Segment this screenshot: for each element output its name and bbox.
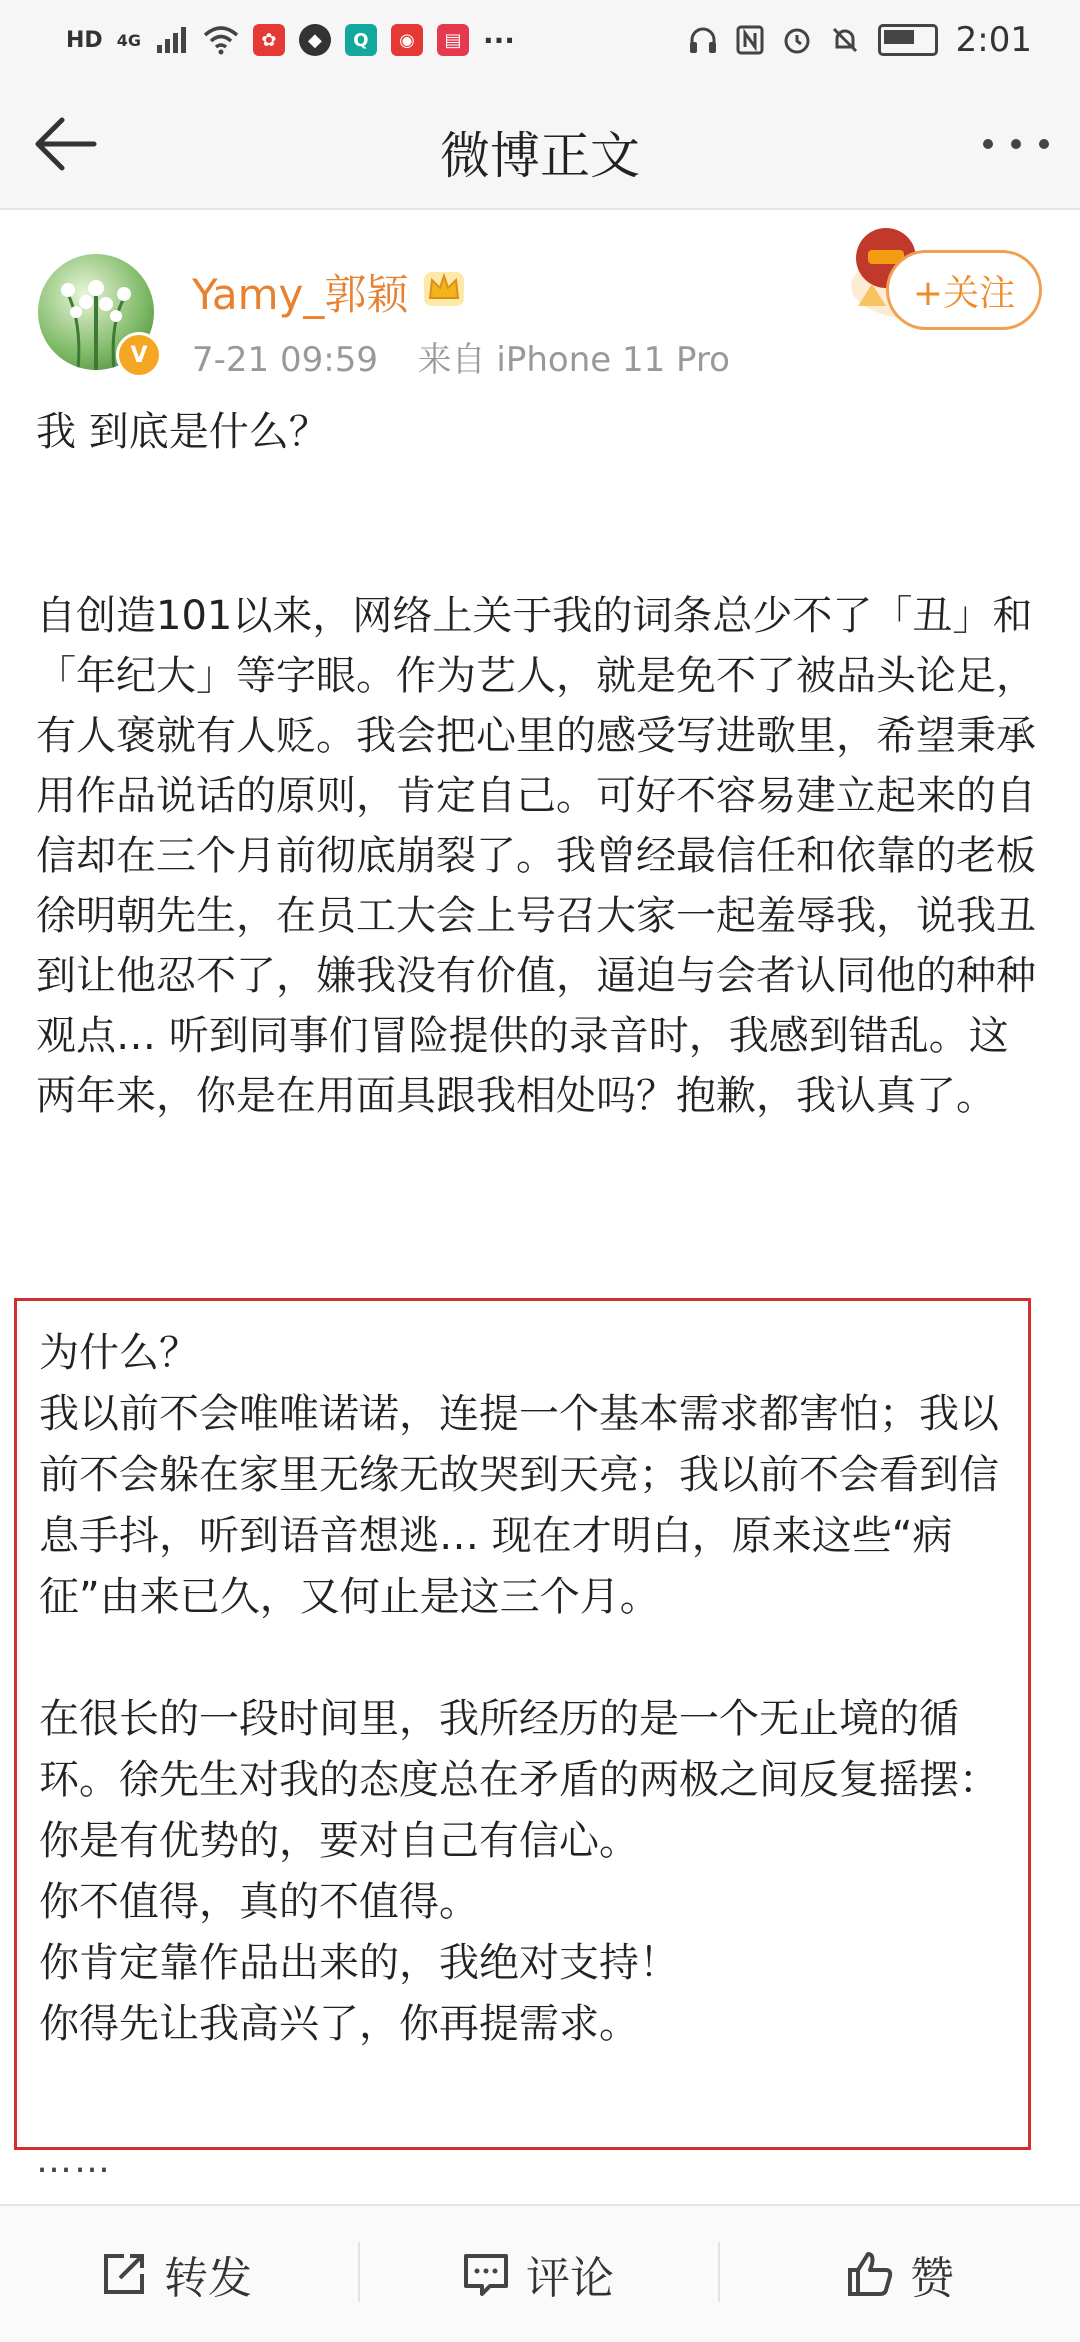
headphones-icon bbox=[688, 25, 718, 55]
quote-line: 你是有优势的，要对自己有信心。 bbox=[39, 1818, 639, 1864]
quote-line: 我以前不会唯唯诺诺，连提一个基本需求都害怕；我以前不会躲在家里无缘无故哭到天亮；我以前不会看到信息手抖，听到语音想逃… 现在才明白，原来这些“病征”由来已久，又何止是这三个月。 bbox=[39, 1391, 999, 1620]
comment-label: 评论 bbox=[526, 2253, 614, 2304]
repost-label: 转发 bbox=[164, 2253, 252, 2304]
comment-button[interactable] bbox=[460, 2240, 614, 2308]
page-title: 微博正文 bbox=[440, 127, 640, 185]
status-left bbox=[66, 18, 515, 62]
post-meta bbox=[192, 332, 730, 381]
battery-icon bbox=[878, 24, 938, 56]
app-icon-teal: Q bbox=[345, 24, 377, 56]
truncation-ellipsis: …… bbox=[36, 2140, 112, 2181]
comment-icon bbox=[460, 2248, 512, 2300]
wifi-icon bbox=[203, 25, 239, 55]
status-time: 2:01 bbox=[955, 20, 1032, 60]
quote-line: 在很长的一段时间里，我所经历的是一个无止境的循环。徐先生对我的态度总在矛盾的两极之间反复摇摆： bbox=[39, 1696, 999, 1803]
verified-badge-icon: V bbox=[116, 332, 162, 378]
mute-bell-icon bbox=[830, 25, 860, 55]
huawei-app-icon: ✿ bbox=[253, 24, 285, 56]
signal-icon bbox=[155, 25, 189, 55]
like-button[interactable] bbox=[844, 2240, 954, 2308]
post-text-paragraph: 自创造101以来，网络上关于我的词条总少不了「丑」和「年纪大」等字眼。作为艺人，就是免不了被品头论足，有人褒就有人贬。我会把心里的感受写进歌里，希望秉承用作品说话的原则，肯定自己。可好不容易建立起来的自信却在三个月前彻底崩裂了。我曾经最信任和依靠的老板徐明朝先生，在员工大会上号召大家一起羞辱我，说我丑到让他忍不了，嫌我没有价值，逼迫与会者认同他的种种观点… 听到同事们冒险提供的录音时，我感到错乱。这两年来，你是在用面具跟我相处吗？抱歉，我认真了。 bbox=[36, 593, 1036, 1119]
post-text-heading: 我 到底是什么？ bbox=[36, 409, 329, 455]
highlighted-quote-box bbox=[14, 1298, 1031, 2150]
status-right bbox=[688, 18, 1032, 62]
quote-line: 你不值得，真的不值得。 bbox=[39, 1879, 479, 1925]
app-icon-dark: ◆ bbox=[299, 24, 331, 56]
hd-indicator: HD bbox=[66, 27, 103, 53]
app-icon-red: ◉ bbox=[391, 24, 423, 56]
quote-line: 你肯定靠作品出来的，我绝对支持！ bbox=[39, 1940, 679, 1986]
bottom-action-bar bbox=[0, 2204, 1080, 2342]
network-indicator: 4G bbox=[116, 30, 141, 50]
quote-line: 你得先让我高兴了，你再提需求。 bbox=[39, 2001, 639, 2047]
crown-badge-icon[interactable] bbox=[420, 266, 468, 310]
status-bar bbox=[0, 0, 1080, 80]
like-label: 赞 bbox=[910, 2253, 954, 2304]
follow-button[interactable]: +关注 bbox=[886, 250, 1042, 330]
alarm-icon bbox=[782, 25, 812, 55]
nfc-icon bbox=[736, 25, 764, 55]
post-source: 来自 iPhone 11 Pro bbox=[417, 340, 730, 380]
username[interactable]: Yamy_郭颖 bbox=[192, 270, 409, 319]
bottom-separator bbox=[718, 2242, 720, 2302]
nav-bar bbox=[0, 80, 1080, 210]
quote-content bbox=[39, 1323, 1019, 2055]
app-icon-book: ▤ bbox=[437, 24, 469, 56]
quote-line: 为什么？ bbox=[39, 1330, 199, 1376]
more-notifications-icon: ··· bbox=[482, 23, 515, 57]
post-card bbox=[0, 210, 1080, 2200]
repost-icon bbox=[98, 2248, 150, 2300]
more-options-icon[interactable] bbox=[976, 114, 1056, 174]
post-timestamp: 7-21 09:59 bbox=[192, 340, 378, 380]
thumbs-up-icon bbox=[844, 2248, 896, 2300]
bottom-separator bbox=[358, 2242, 360, 2302]
repost-button[interactable] bbox=[98, 2240, 252, 2308]
